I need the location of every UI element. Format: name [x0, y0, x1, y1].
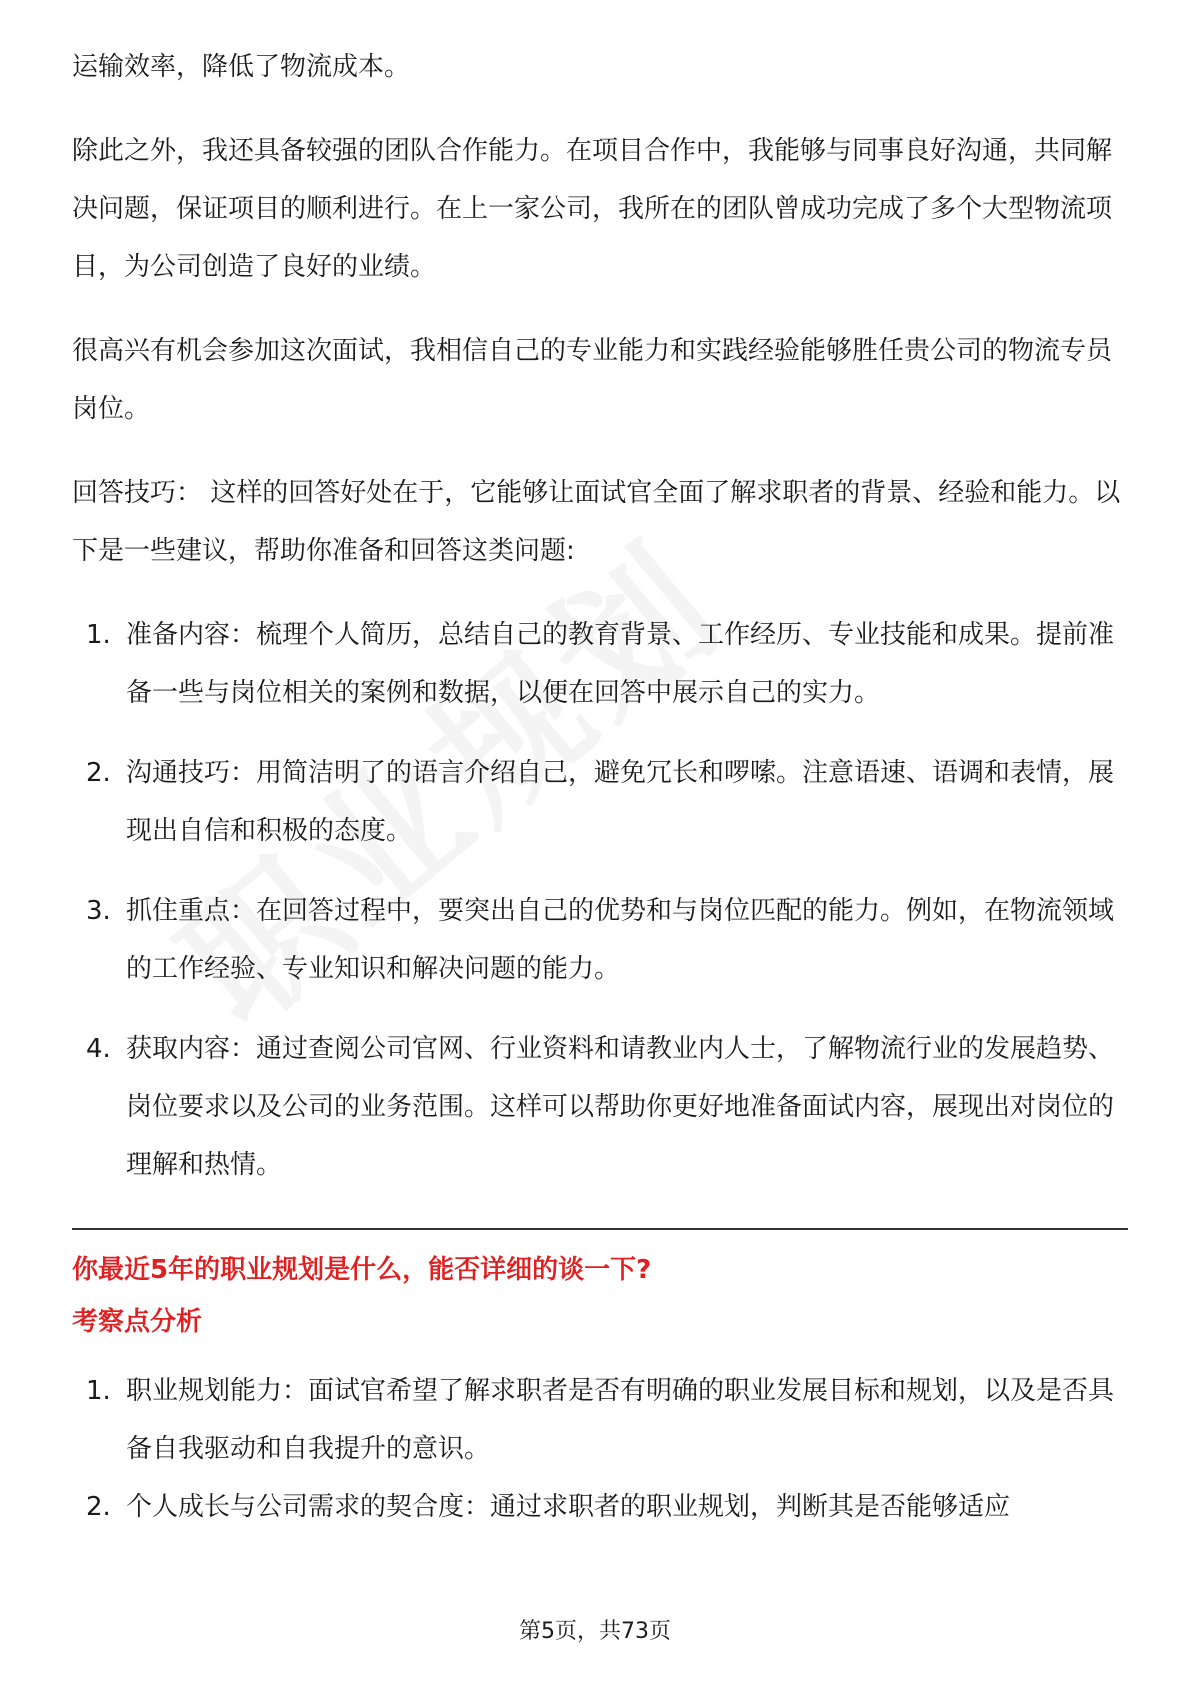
interview-question: 你最近5年的职业规划是什么，能否详细的谈一下? — [72, 1255, 652, 1285]
list-item: 2. 沟通技巧：用简洁明了的语言介绍自己，避免冗长和啰嗦。注意语速、语调和表情，展现出自信和积极的态度。 — [86, 758, 1115, 846]
paragraph-3: 很高兴有机会参加这次面试，我相信自己的专业能力和实践经验能够胜任贵公司的物流专员岗位。 — [72, 336, 1113, 424]
list-item: 1. 准备内容：梳理个人简历，总结自己的教育背景、工作经历、专业技能和成果。提前准备一些与岗位相关的案例和数据，以便在回答中展示自己的实力。 — [86, 620, 1115, 708]
document-body — [72, 38, 1128, 1536]
list-item: 3. 抓住重点：在回答过程中，要突出自己的优势和与岗位匹配的能力。例如，在物流领域的工作经验、专业知识和解决问题的能力。 — [86, 896, 1115, 984]
paragraph-1: 运输效率，降低了物流成本。 — [72, 52, 411, 82]
list-item: 4. 获取内容：通过查阅公司官网、行业资料和请教业内人士，了解物流行业的发展趋势、岗位要求以及公司的业务范围。这样可以帮助你更好地准备面试内容，展现出对岗位的理解和热情。 — [86, 1034, 1115, 1180]
paragraph-2: 除此之外，我还具备较强的团队合作能力。在项目合作中，我能够与同事良好沟通，共同解决问题，保证项目的顺利进行。在上一家公司，我所在的团队曾成功完成了多个大型物流项目，为公司创造了良好的业绩。 — [72, 136, 1113, 282]
analysis-list — [72, 1362, 1128, 1536]
list-item: 2. 个人成长与公司需求的契合度：通过求职者的职业规划，判断其是否能够适应 — [86, 1492, 1011, 1522]
tips-list — [72, 606, 1128, 1194]
answer-tips-intro: 回答技巧： 这样的回答好处在于，它能够让面试官全面了解求职者的背景、经验和能力。以下是一些建议，帮助你准备和回答这类问题: — [72, 478, 1121, 566]
page-footer: 第5页，共73页 — [519, 1619, 671, 1644]
list-item: 1. 职业规划能力：面试官希望了解求职者是否有明确的职业发展目标和规划，以及是否具备自我驱动和自我提升的意识。 — [86, 1376, 1115, 1464]
analysis-heading: 考察点分析 — [72, 1307, 203, 1337]
section-divider — [72, 1228, 1128, 1230]
